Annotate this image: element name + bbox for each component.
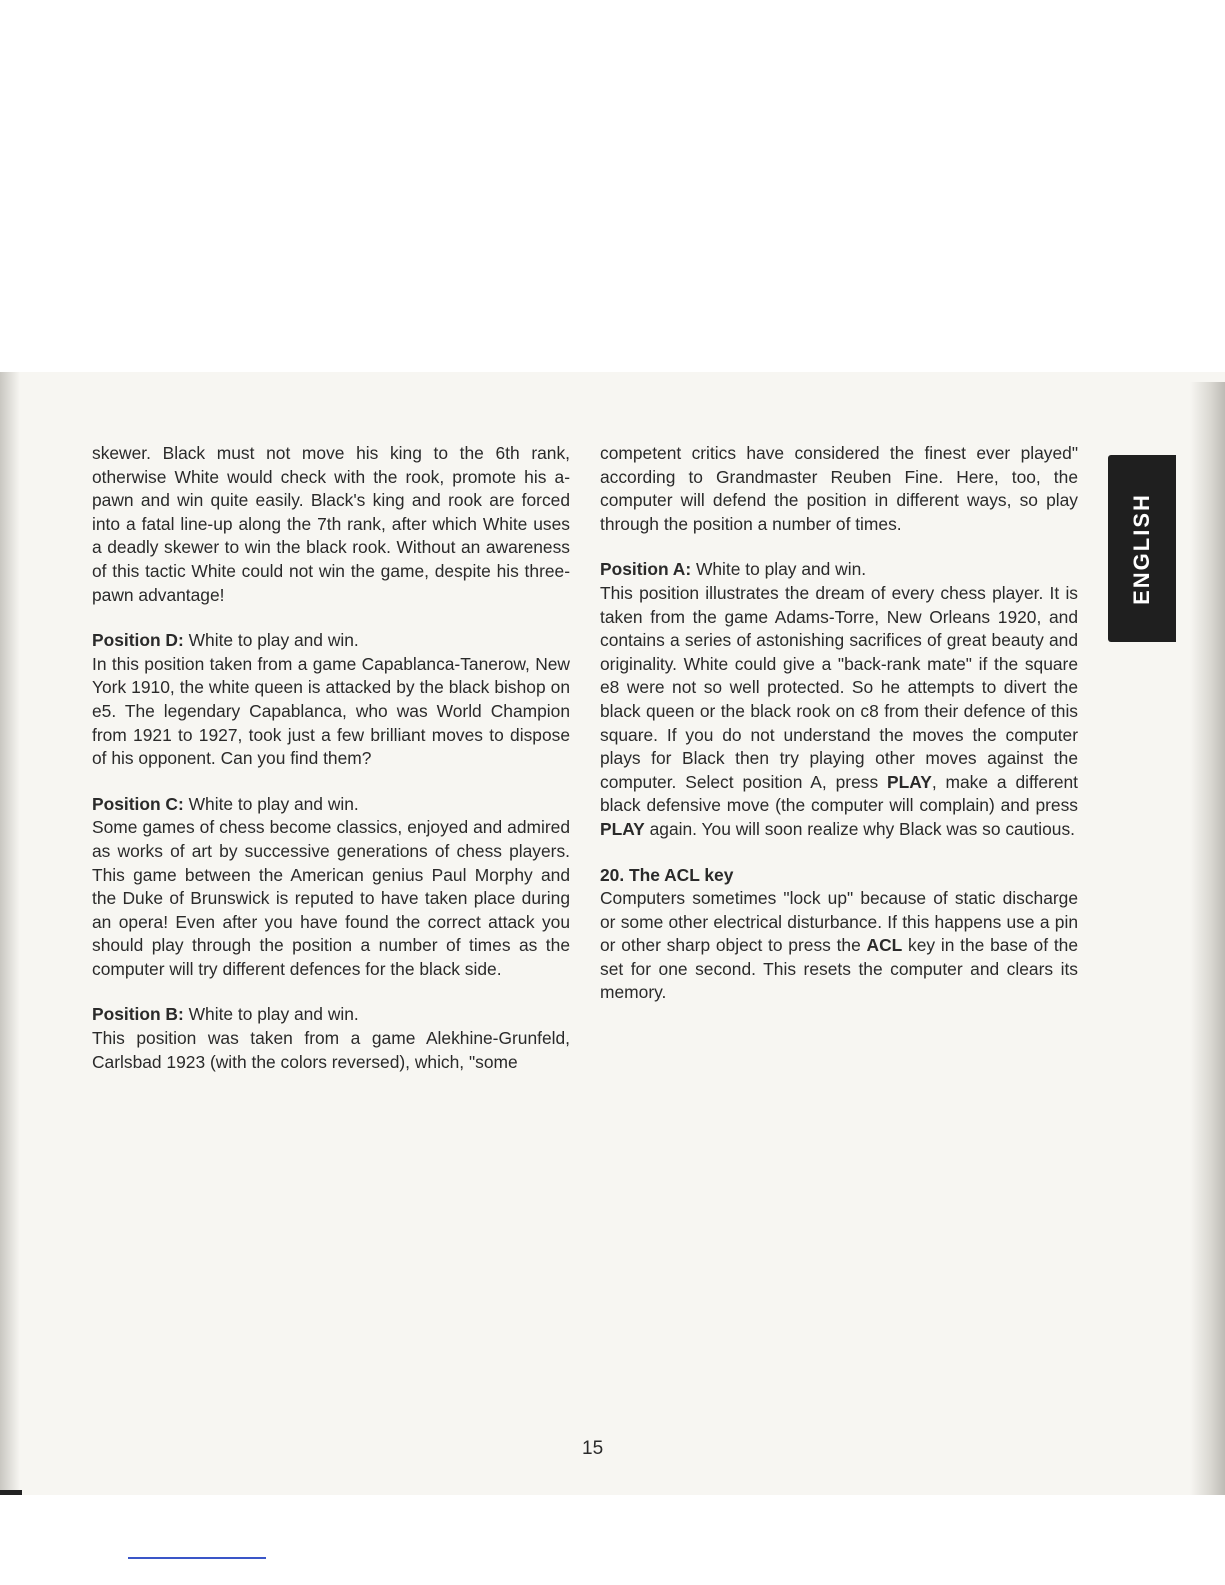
- position-d-subtitle: White to play and win.: [183, 630, 359, 651]
- position-c-section: [92, 793, 570, 982]
- language-tab-label: ENGLISH: [1129, 492, 1154, 605]
- acl-text-1: Computers sometimes "lock up" because of static discharge or some other electrical disturbance. If this happens use a pin or other sharp object to press the: [600, 888, 1078, 956]
- page-number: 15: [582, 1438, 604, 1459]
- acl-key-label: ACL: [866, 935, 903, 956]
- position-a-subtitle: White to play and win.: [691, 559, 867, 580]
- right-column: [600, 442, 1078, 1027]
- position-a-text-3: again. You will soon realize why Black was so cautious.: [644, 818, 1075, 839]
- page-corner-mark: [0, 1490, 22, 1495]
- position-b-section: [92, 1003, 570, 1074]
- critics-paragraph: competent critics have considered the finest ever played" according to Grandmaster Reuben Fine. Here, too, the computer will defend the position in different ways, so play through the position a number of times.: [600, 443, 1078, 534]
- position-d-section: [92, 629, 570, 771]
- position-b-text: This position was taken from a game Alekhine-Grunfeld, Carlsbad 1923 (with the colors reversed), which, "some: [92, 1028, 570, 1072]
- acl-section: [600, 864, 1078, 1006]
- position-a-section: [600, 558, 1078, 841]
- acl-text-2: key in the base of the set for one second. This resets the computer and clears its memory.: [600, 935, 1078, 1003]
- position-a-heading: Position A:: [600, 559, 692, 580]
- play-key-label-2: PLAY: [600, 818, 645, 839]
- position-d-text: In this position taken from a game Capablanca-Tanerow, New York 1910, the white queen is attacked by the black bishop on e5. The legendary Capablanca, who was World Champion from 1921 to 1927, took just a few brilliant moves to dispose of his opponent. Can you find them?: [92, 653, 570, 769]
- acl-heading: 20. The ACL key: [600, 864, 734, 885]
- left-column: [92, 442, 570, 1096]
- page-binding-shadow: [0, 372, 20, 1495]
- position-b-heading: Position B:: [92, 1004, 184, 1025]
- skewer-paragraph: skewer. Black must not move his king to the 6th rank, otherwise White would check with the rook, promote his a-pawn and win quite easily. Black's king and rook are forced into a fatal line-up along the 7th rank, after which White uses a deadly skewer to win the black rook. Without an awareness of this tactic White could not win the game, despite his three-pawn advantage!: [92, 443, 570, 605]
- play-key-label: PLAY: [887, 771, 932, 792]
- position-d-heading: Position D:: [92, 630, 184, 651]
- language-tab: [1108, 455, 1176, 642]
- position-a-text-2: , make a different black defensive move (the computer will complain) and press: [600, 771, 1078, 816]
- position-c-text: Some games of chess become classics, enjoyed and admired as works of art by successive generations of chess players. This game between the American genius Paul Morphy and the Duke of Brunswick is reputed to have taken place during an opera! Even after you have found the correct attack you should play through the position a number of times as the computer will try different defences for the black side.: [92, 817, 570, 979]
- scanned-page: [0, 372, 1225, 1495]
- position-b-subtitle: White to play and win.: [183, 1004, 359, 1025]
- page-right-edge: [1190, 382, 1225, 1495]
- position-c-heading: Position C:: [92, 793, 184, 814]
- position-a-text-1: This position illustrates the dream of every chess player. It is taken from the game Adams-Torre, New Orleans 1920, and contains a series of astonishing sacrifices of great beauty and originality. White could give a "back-rank mate" if the square e8 were not so well protected. So he attempts to divert the black queen or the black rook on c8 from their defence of this square. If you do not understand the moves the computer plays for Black then try playing other moves against the computer. Select position A, press: [600, 582, 1078, 792]
- position-c-subtitle: White to play and win.: [183, 793, 359, 814]
- bottom-underline-mark: [128, 1557, 266, 1559]
